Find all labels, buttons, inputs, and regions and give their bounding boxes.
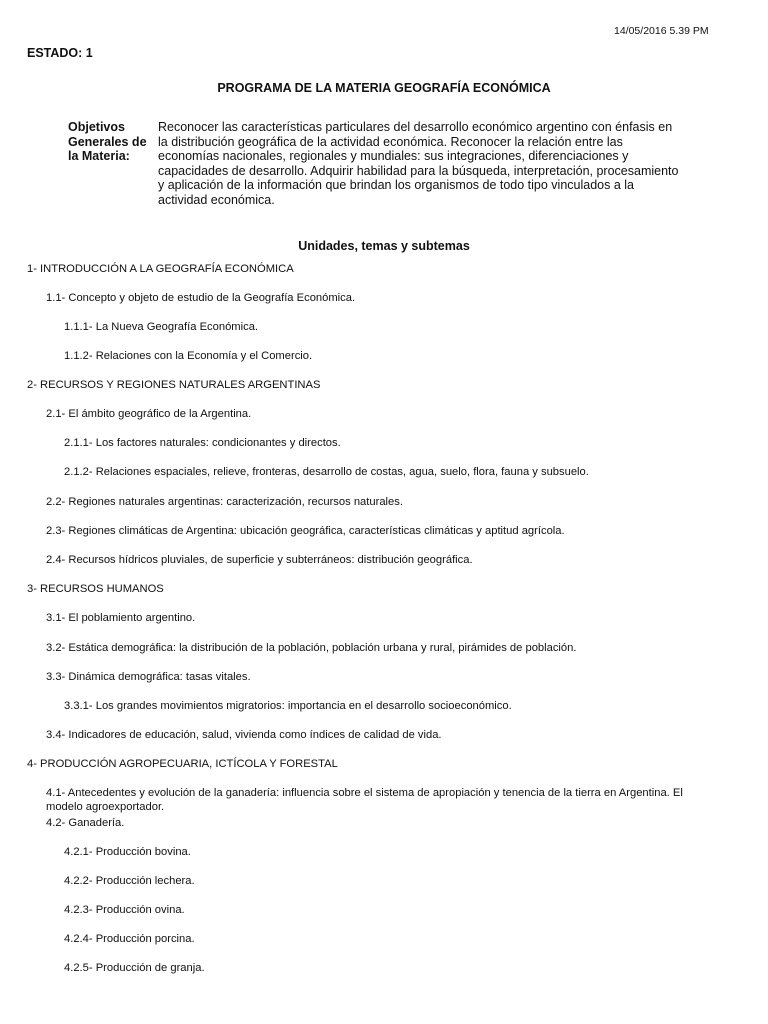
subtopic-item: 1.1.1- La Nueva Geografía Económica. <box>64 321 259 333</box>
subtopic-item: 4.2.1- Producción bovina. <box>64 846 191 858</box>
subtopic-item: 2.1.1- Los factores naturales: condicionantes y directos. <box>64 437 341 449</box>
topic-item: 3.1- El poblamiento argentino. <box>46 612 196 624</box>
objectives-line: capacidades de desarrollo. Adquirir habilidad para la búsqueda, interpretación, procesamiento <box>158 163 679 178</box>
subtopic-item: 4.2.2- Producción lechera. <box>64 875 195 887</box>
objectives-label-line: Generales de <box>68 134 147 149</box>
unit-heading: 4- PRODUCCIÓN AGROPECUARIA, ICTÍCOLA Y FORESTAL <box>27 758 338 770</box>
topic-item: 1.1- Concepto y objeto de estudio de la Geografía Económica. <box>46 292 356 304</box>
objectives-label-line: Objetivos <box>68 120 125 134</box>
estado-label: ESTADO: 1 <box>27 46 93 60</box>
unit-heading: 3- RECURSOS HUMANOS <box>27 583 164 595</box>
topic-item: 2.2- Regiones naturales argentinas: caracterización, recursos naturales. <box>46 496 403 508</box>
objectives-text <box>158 120 708 207</box>
topic-item: 3.3- Dinámica demográfica: tasas vitales. <box>46 671 251 683</box>
objectives-line: economías nacionales, regionales y mundiales: sus integraciones, diferenciaciones y <box>158 149 629 163</box>
topic-item: 4.2- Ganadería. <box>46 817 125 829</box>
objectives-label-line: la Materia: <box>68 149 130 163</box>
objectives-label <box>68 120 158 164</box>
objectives-line: la distribución geográfica de la actividad económica. Reconocer la relación entre las <box>158 134 623 149</box>
page-title: PROGRAMA DE LA MATERIA GEOGRAFÍA ECONÓMICA <box>217 81 551 95</box>
topic-item: 3.2- Estática demográfica: la distribución de la población, población urbana y rural, pirámides de población. <box>46 642 577 654</box>
subtopic-item: 1.1.2- Relaciones con la Economía y el Comercio. <box>64 350 313 362</box>
topic-item: 2.4- Recursos hídricos pluviales, de superficie y subterráneos: distribución geográfica. <box>46 554 473 566</box>
unit-heading: 2- RECURSOS Y REGIONES NATURALES ARGENTINAS <box>27 379 321 391</box>
subtopic-item: 4.2.3- Producción ovina. <box>64 904 185 916</box>
subtopic-item: 4.2.5- Producción de granja. <box>64 962 205 974</box>
objectives-line: y aplicación de la información que brindan los organismos de todo tipo vinculados a la <box>158 178 634 192</box>
topic-item: 2.1- El ámbito geográfico de la Argentina. <box>46 408 252 420</box>
objectives-line: actividad económica. <box>158 192 275 207</box>
objectives-line: Reconocer las características particulares del desarrollo económico argentino con énfasis en <box>158 120 673 134</box>
print-timestamp: 14/05/2016 5.39 PM <box>614 25 709 37</box>
units-heading: Unidades, temas y subtemas <box>298 239 470 253</box>
topic-item: 2.3- Regiones climáticas de Argentina: ubicación geográfica, características climáticas y aptitud agrícola. <box>46 525 565 537</box>
unit-heading: 1- INTRODUCCIÓN A LA GEOGRAFÍA ECONÓMICA <box>27 263 294 275</box>
subtopic-item: 3.3.1- Los grandes movimientos migratorios: importancia en el desarrollo socioeconómico. <box>64 700 512 712</box>
subtopic-item: 2.1.2- Relaciones espaciales, relieve, fronteras, desarrollo de costas, agua, suelo, flora, fauna y subsuelo. <box>64 466 589 478</box>
topic-item: 3.4- Indicadores de educación, salud, vivienda como índices de calidad de vida. <box>46 729 442 741</box>
topic-item: 4.1- Antecedentes y evolución de la ganadería: influencia sobre el sistema de apropiación y tenencia de la tierra en Argentina. El modelo agroexportador. <box>46 787 683 813</box>
subtopic-item: 4.2.4- Producción porcina. <box>64 933 195 945</box>
